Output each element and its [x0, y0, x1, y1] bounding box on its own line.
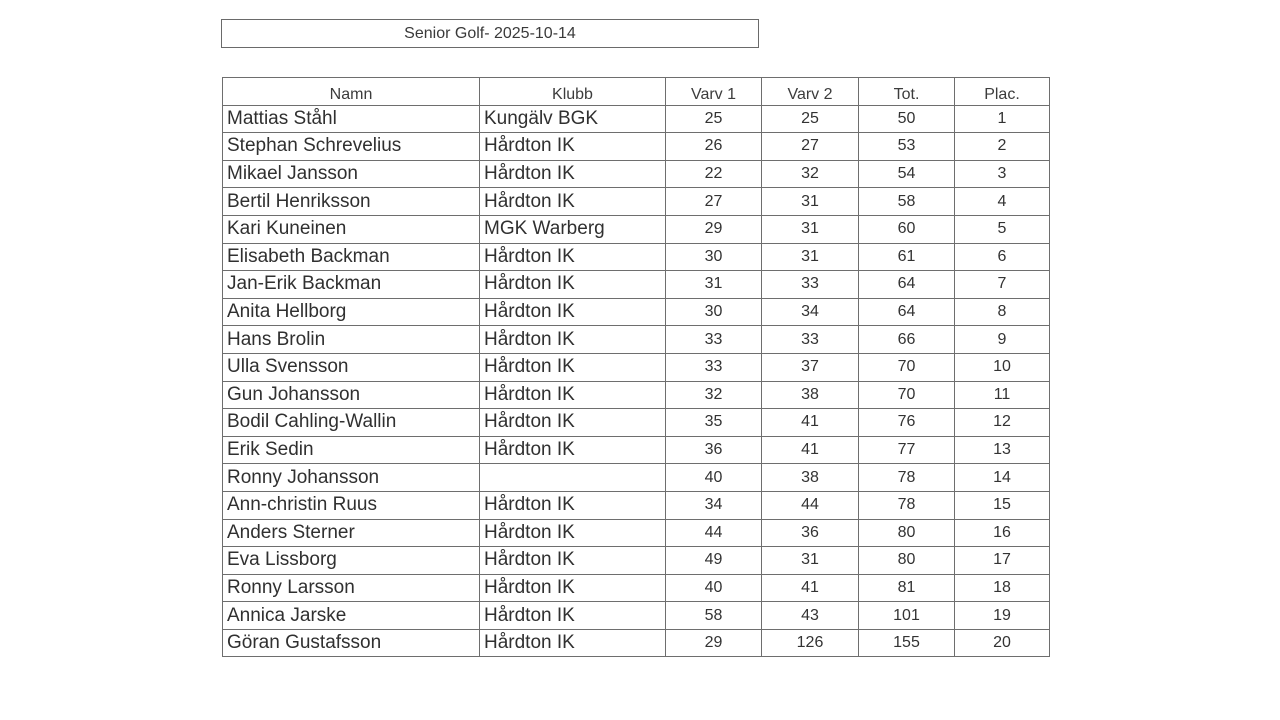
- table-row: [223, 574, 1050, 602]
- cell-name: Göran Gustafsson: [223, 629, 480, 657]
- cell-round2: 38: [762, 381, 859, 409]
- column-header-name: Namn: [223, 78, 480, 106]
- cell-name: Stephan Schrevelius: [223, 133, 480, 161]
- table-row: [223, 464, 1050, 492]
- cell-name: Bertil Henriksson: [223, 188, 480, 216]
- cell-placement: 10: [955, 353, 1050, 381]
- table-row: [223, 326, 1050, 354]
- cell-round1: 30: [666, 298, 762, 326]
- cell-name: Ronny Larsson: [223, 574, 480, 602]
- cell-total: 80: [859, 519, 955, 547]
- table-row: [223, 271, 1050, 299]
- table-row: [223, 519, 1050, 547]
- cell-round1: 32: [666, 381, 762, 409]
- cell-name: Ulla Svensson: [223, 353, 480, 381]
- cell-total: 70: [859, 353, 955, 381]
- cell-placement: 4: [955, 188, 1050, 216]
- document-title: Senior Golf- 2025-10-14: [221, 19, 759, 48]
- cell-placement: 14: [955, 464, 1050, 492]
- cell-placement: 7: [955, 271, 1050, 299]
- cell-placement: 20: [955, 629, 1050, 657]
- table-row: [223, 188, 1050, 216]
- cell-name: Anders Sterner: [223, 519, 480, 547]
- cell-round2: 38: [762, 464, 859, 492]
- cell-placement: 5: [955, 215, 1050, 243]
- cell-club: Hårdton IK: [480, 491, 666, 519]
- cell-placement: 9: [955, 326, 1050, 354]
- cell-round1: 33: [666, 326, 762, 354]
- cell-club: Hårdton IK: [480, 602, 666, 630]
- cell-round1: 34: [666, 491, 762, 519]
- cell-club: Hårdton IK: [480, 243, 666, 271]
- cell-total: 54: [859, 160, 955, 188]
- cell-round1: 49: [666, 547, 762, 575]
- cell-round1: 25: [666, 105, 762, 133]
- cell-total: 64: [859, 271, 955, 299]
- cell-total: 81: [859, 574, 955, 602]
- cell-name: Eva Lissborg: [223, 547, 480, 575]
- cell-name: Ronny Johansson: [223, 464, 480, 492]
- table-row: [223, 381, 1050, 409]
- cell-total: 58: [859, 188, 955, 216]
- cell-total: 78: [859, 464, 955, 492]
- column-header-club: Klubb: [480, 78, 666, 106]
- cell-round1: 44: [666, 519, 762, 547]
- cell-club: Hårdton IK: [480, 547, 666, 575]
- table-row: [223, 602, 1050, 630]
- cell-placement: 19: [955, 602, 1050, 630]
- cell-round1: 31: [666, 271, 762, 299]
- results-table-header: [223, 78, 1050, 106]
- cell-total: 76: [859, 409, 955, 437]
- cell-placement: 18: [955, 574, 1050, 602]
- cell-round2: 31: [762, 188, 859, 216]
- cell-round1: 27: [666, 188, 762, 216]
- cell-club: Hårdton IK: [480, 381, 666, 409]
- cell-name: Anita Hellborg: [223, 298, 480, 326]
- cell-name: Elisabeth Backman: [223, 243, 480, 271]
- cell-total: 60: [859, 215, 955, 243]
- cell-placement: 11: [955, 381, 1050, 409]
- cell-club: Hårdton IK: [480, 409, 666, 437]
- cell-placement: 17: [955, 547, 1050, 575]
- cell-total: 50: [859, 105, 955, 133]
- cell-name: Gun Johansson: [223, 381, 480, 409]
- cell-total: 64: [859, 298, 955, 326]
- cell-round2: 37: [762, 353, 859, 381]
- cell-total: 66: [859, 326, 955, 354]
- cell-round2: 43: [762, 602, 859, 630]
- cell-round1: 30: [666, 243, 762, 271]
- cell-round2: 25: [762, 105, 859, 133]
- cell-placement: 2: [955, 133, 1050, 161]
- cell-club: Hårdton IK: [480, 353, 666, 381]
- cell-round2: 31: [762, 215, 859, 243]
- cell-club: Hårdton IK: [480, 298, 666, 326]
- cell-round1: 22: [666, 160, 762, 188]
- table-row: [223, 160, 1050, 188]
- cell-round2: 31: [762, 547, 859, 575]
- cell-name: Bodil Cahling-Wallin: [223, 409, 480, 437]
- cell-club: Hårdton IK: [480, 326, 666, 354]
- cell-club: Hårdton IK: [480, 629, 666, 657]
- cell-round1: 29: [666, 629, 762, 657]
- cell-club: Hårdton IK: [480, 574, 666, 602]
- cell-round1: 40: [666, 574, 762, 602]
- table-row: [223, 105, 1050, 133]
- cell-club: Hårdton IK: [480, 436, 666, 464]
- table-row: [223, 243, 1050, 271]
- cell-total: 80: [859, 547, 955, 575]
- table-row: [223, 215, 1050, 243]
- cell-club: Hårdton IK: [480, 271, 666, 299]
- cell-total: 53: [859, 133, 955, 161]
- column-header-total: Tot.: [859, 78, 955, 106]
- cell-club: MGK Warberg: [480, 215, 666, 243]
- cell-round2: 32: [762, 160, 859, 188]
- cell-placement: 8: [955, 298, 1050, 326]
- cell-placement: 13: [955, 436, 1050, 464]
- table-row: [223, 629, 1050, 657]
- cell-round2: 31: [762, 243, 859, 271]
- cell-club: Kungälv BGK: [480, 105, 666, 133]
- cell-round1: 36: [666, 436, 762, 464]
- cell-placement: 1: [955, 105, 1050, 133]
- cell-name: Annica Jarske: [223, 602, 480, 630]
- cell-round1: 29: [666, 215, 762, 243]
- cell-placement: 15: [955, 491, 1050, 519]
- column-header-round1: Varv 1: [666, 78, 762, 106]
- results-table-body: [223, 105, 1050, 657]
- cell-total: 70: [859, 381, 955, 409]
- table-row: [223, 353, 1050, 381]
- cell-round2: 126: [762, 629, 859, 657]
- cell-round1: 26: [666, 133, 762, 161]
- cell-round2: 41: [762, 409, 859, 437]
- cell-name: Mikael Jansson: [223, 160, 480, 188]
- cell-name: Ann-christin Ruus: [223, 491, 480, 519]
- column-header-placement: Plac.: [955, 78, 1050, 106]
- table-row: [223, 298, 1050, 326]
- cell-placement: 3: [955, 160, 1050, 188]
- cell-club: [480, 464, 666, 492]
- cell-round1: 35: [666, 409, 762, 437]
- cell-club: Hårdton IK: [480, 160, 666, 188]
- cell-club: Hårdton IK: [480, 133, 666, 161]
- column-header-round2: Varv 2: [762, 78, 859, 106]
- cell-round2: 41: [762, 436, 859, 464]
- cell-placement: 6: [955, 243, 1050, 271]
- cell-round1: 33: [666, 353, 762, 381]
- results-table: [222, 77, 1050, 657]
- cell-round1: 40: [666, 464, 762, 492]
- header-row: [223, 78, 1050, 106]
- cell-round2: 34: [762, 298, 859, 326]
- cell-placement: 12: [955, 409, 1050, 437]
- cell-round2: 36: [762, 519, 859, 547]
- cell-round1: 58: [666, 602, 762, 630]
- cell-total: 77: [859, 436, 955, 464]
- cell-name: Mattias Ståhl: [223, 105, 480, 133]
- table-row: [223, 436, 1050, 464]
- cell-round2: 27: [762, 133, 859, 161]
- cell-round2: 41: [762, 574, 859, 602]
- cell-name: Erik Sedin: [223, 436, 480, 464]
- cell-club: Hårdton IK: [480, 519, 666, 547]
- cell-total: 61: [859, 243, 955, 271]
- cell-club: Hårdton IK: [480, 188, 666, 216]
- cell-total: 78: [859, 491, 955, 519]
- cell-name: Kari Kuneinen: [223, 215, 480, 243]
- table-row: [223, 133, 1050, 161]
- table-row: [223, 491, 1050, 519]
- cell-round2: 33: [762, 326, 859, 354]
- cell-round2: 44: [762, 491, 859, 519]
- table-row: [223, 409, 1050, 437]
- cell-placement: 16: [955, 519, 1050, 547]
- table-row: [223, 547, 1050, 575]
- cell-total: 101: [859, 602, 955, 630]
- cell-name: Hans Brolin: [223, 326, 480, 354]
- cell-round2: 33: [762, 271, 859, 299]
- cell-total: 155: [859, 629, 955, 657]
- cell-name: Jan-Erik Backman: [223, 271, 480, 299]
